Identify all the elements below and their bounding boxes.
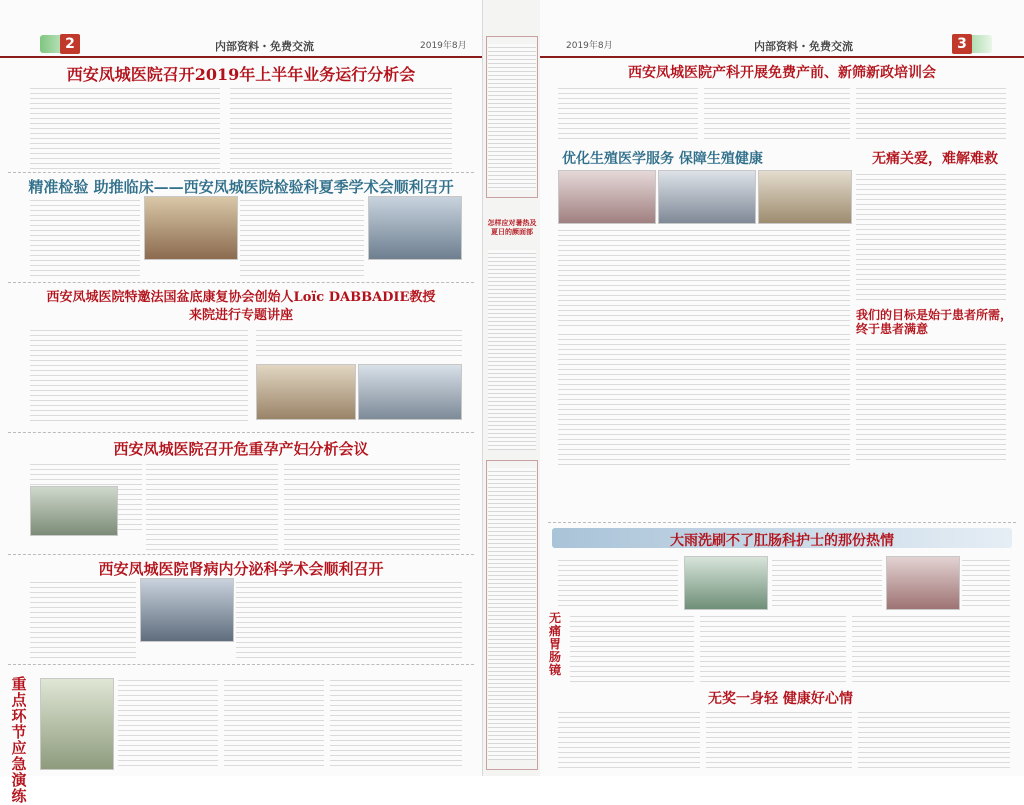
subheadline-care: 无痛关爱，难解难救 <box>872 151 998 167</box>
headline-lecture-line2: 来院进行专题讲座 <box>188 308 293 323</box>
sidebar-title-endoscopy: 无痛胃肠镜 <box>548 611 561 677</box>
page-number: 3 <box>952 34 972 54</box>
headline-maternal-meeting: 西安凤城医院召开危重孕产妇分析会议 <box>113 440 369 458</box>
sidebar-title-drill: 重点环节 应急演练 <box>11 675 27 805</box>
photo-lecture-hall <box>358 364 462 420</box>
gutter-title: 怎样应对暑热及夏日的颜面部 <box>487 218 537 236</box>
divider <box>8 664 474 665</box>
body-text <box>224 676 324 770</box>
body-text <box>570 612 694 682</box>
body-text <box>700 612 846 682</box>
headline-rain: 大雨洗刷不了肛肠科护士的那份热情 <box>670 533 894 549</box>
body-text <box>284 460 460 550</box>
page-header <box>0 36 482 58</box>
photo-training-3 <box>758 170 852 224</box>
subheadline-reproductive: 优化生殖医学服务 保障生殖健康 <box>562 151 763 167</box>
headline-business-review: 西安凤城医院召开2019年上半年业务运行分析会 <box>66 65 416 84</box>
photo-lab-speaker <box>368 196 462 260</box>
body-text <box>852 612 1010 682</box>
divider <box>8 282 474 283</box>
paper-name: 内部资料・免费交流 <box>215 40 314 53</box>
page-number: 2 <box>60 34 80 54</box>
headline-lab-conference: 精准检验 助推临床——西安凤城医院检验科夏季学术会顺利召开 <box>28 178 454 196</box>
body-text <box>558 556 678 606</box>
photo-lecture-group <box>256 364 356 420</box>
photo-nephrology <box>140 578 234 642</box>
center-gutter <box>482 0 542 776</box>
body-text <box>704 84 850 140</box>
photo-lab-meeting <box>144 196 238 260</box>
body-text <box>30 578 136 662</box>
paper-name: 内部资料・免费交流 <box>754 40 853 53</box>
body-text <box>256 326 462 360</box>
body-text <box>858 708 1010 770</box>
photo-drill <box>40 678 114 770</box>
body-text <box>488 250 536 450</box>
photo-training-2 <box>658 170 756 224</box>
issue-date: 2019年8月 <box>566 41 613 51</box>
body-text <box>558 708 700 770</box>
body-text <box>558 84 698 140</box>
divider <box>8 172 474 173</box>
photo-maternal-meeting <box>30 486 118 536</box>
body-text <box>146 460 278 550</box>
headline-goal: 我们的目标是始于患者所需，终于患者满意 <box>856 308 1013 336</box>
photo-nurses <box>684 556 768 610</box>
body-text <box>330 676 462 770</box>
body-text <box>30 84 220 170</box>
headline-nephrology: 西安凤城医院肾病内分泌科学术会顺利召开 <box>98 560 384 578</box>
body-text <box>558 226 850 326</box>
body-text <box>230 84 452 170</box>
body-text <box>706 708 852 770</box>
divider <box>8 432 474 433</box>
body-text <box>30 326 248 422</box>
photo-banner-presentation <box>886 556 960 610</box>
body-text <box>488 468 536 760</box>
body-text <box>488 44 536 190</box>
divider <box>8 554 474 555</box>
headline-obstetrics: 西安凤城医院产科开展免费产前、新筛新政培训会 <box>628 65 936 81</box>
divider <box>548 522 1016 523</box>
body-text <box>558 330 850 466</box>
body-text <box>856 170 1006 302</box>
body-text <box>236 578 462 662</box>
page-2 <box>0 0 482 805</box>
body-text <box>118 676 218 770</box>
body-text <box>240 196 364 276</box>
body-text <box>856 84 1006 140</box>
body-text <box>856 340 1006 460</box>
body-text <box>772 556 882 606</box>
headline-lecture: 西安凤城医院特邀法国盆底康复协会创始人Loïc DABBADIE教授 <box>46 290 436 305</box>
body-text <box>962 556 1010 606</box>
page-3 <box>540 0 1024 776</box>
issue-date: 2019年8月 <box>420 41 467 51</box>
body-text <box>30 196 140 276</box>
photo-training-1 <box>558 170 656 224</box>
headline-smoke-free: 无奖一身轻 健康好心情 <box>708 691 853 707</box>
page-header <box>540 36 1024 58</box>
